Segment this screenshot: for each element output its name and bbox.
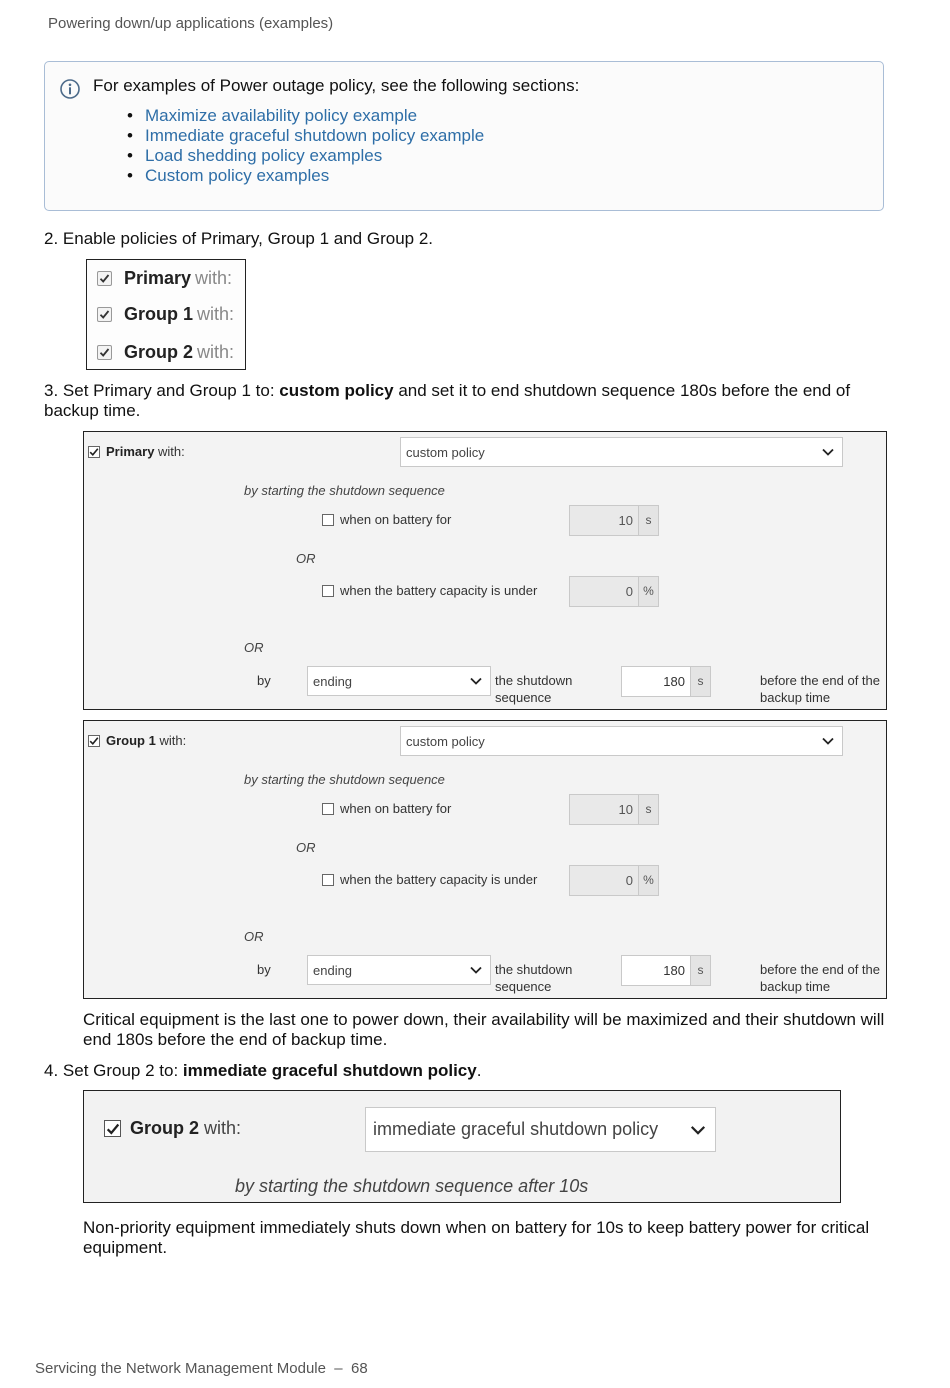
panel-with: with: [199, 1118, 242, 1138]
step-4-bold: immediate graceful shutdown policy [182, 1061, 477, 1080]
checkmark-icon [89, 447, 99, 457]
or-label: OR [244, 929, 264, 944]
note-links [127, 106, 484, 186]
step-3-text [44, 381, 894, 421]
link-custom-policy[interactable]: • Custom policy examples [127, 166, 484, 186]
policy-panel-group-1 [83, 720, 887, 999]
panel-header [104, 1118, 241, 1139]
step-4-text [44, 1061, 481, 1081]
battery-seconds-input[interactable] [569, 505, 659, 536]
capacity-percent-value: 0 [625, 584, 633, 599]
backup-time-text: backup time [760, 690, 831, 705]
capacity-percent-input[interactable] [569, 576, 659, 607]
checkbox-group-2[interactable] [97, 345, 112, 360]
policy-select[interactable] [400, 437, 843, 467]
mode-select[interactable] [307, 666, 491, 696]
step-3-prefix: 3. Set Primary and Group 1 to: [44, 381, 280, 400]
backup-time-text: backup time [760, 979, 831, 994]
policy-select[interactable] [365, 1107, 716, 1152]
panel-header [88, 444, 185, 459]
by-label: by [257, 962, 271, 977]
capacity-percent-unit: % [638, 577, 658, 606]
battery-condition [322, 801, 451, 816]
step-4-prefix: 4. Set Group 2 to: [44, 1061, 183, 1080]
battery-checkbox[interactable] [322, 803, 334, 815]
end-seconds-unit: s [690, 667, 710, 696]
policy-select-value: immediate graceful shutdown policy [373, 1119, 659, 1139]
policy-select-value: custom policy [406, 444, 485, 460]
snippet-name: Primary [124, 268, 192, 288]
panel-enable-checkbox[interactable] [104, 1120, 121, 1137]
capacity-condition [322, 872, 537, 887]
chevron-down-icon [822, 448, 834, 456]
sequence-text: sequence [495, 979, 552, 994]
snippet-with: with: [197, 342, 235, 362]
policy-select-value: custom policy [406, 733, 485, 749]
snippet-row-group-2 [97, 342, 234, 363]
link-load-shedding[interactable]: • Load shedding policy examples [127, 146, 484, 166]
chevron-down-icon [470, 677, 482, 685]
capacity-label: when the battery capacity is under [340, 583, 538, 598]
end-seconds-unit: s [690, 956, 710, 985]
chevron-down-icon [822, 737, 834, 745]
battery-checkbox[interactable] [322, 514, 334, 526]
checkmark-icon [89, 736, 99, 746]
checkbox-primary[interactable] [97, 271, 112, 286]
capacity-label: when the battery capacity is under [340, 872, 538, 887]
snippet-row-primary [97, 268, 232, 289]
policy-panel-group-2 [83, 1090, 841, 1203]
capacity-checkbox[interactable] [322, 874, 334, 886]
panel-enable-checkbox[interactable] [88, 446, 100, 458]
before-end-text: before the end of the [760, 673, 880, 688]
step-3-bold: custom policy [279, 381, 394, 400]
before-end-label [760, 961, 880, 995]
groups-enable-snippet [86, 259, 246, 370]
battery-seconds-unit: s [638, 795, 658, 824]
battery-seconds-input[interactable] [569, 794, 659, 825]
battery-seconds-value: 10 [618, 513, 633, 528]
snippet-with: with: [197, 304, 235, 324]
mode-select-value: ending [313, 962, 353, 978]
or-label: OR [296, 551, 316, 566]
panel-with: with: [155, 733, 187, 748]
shutdown-sequence-label [495, 672, 572, 706]
note-intro: For examples of Power outage policy, see the following sections: [93, 76, 580, 95]
or-label: OR [296, 840, 316, 855]
capacity-percent-input[interactable] [569, 865, 659, 896]
panel-group-name: Group 1 [106, 733, 156, 748]
snippet-with: with: [195, 268, 233, 288]
mode-select-value: ending [313, 673, 353, 689]
before-end-label [760, 672, 880, 706]
battery-label: when on battery for [340, 512, 452, 527]
checkmark-icon [106, 1122, 120, 1136]
capacity-condition [322, 583, 537, 598]
shutdown-sequence-label [495, 961, 572, 995]
end-seconds-input[interactable] [621, 955, 711, 986]
mode-select[interactable] [307, 955, 491, 985]
link-immediate-graceful-shutdown[interactable]: • Immediate graceful shutdown policy example [127, 126, 484, 146]
capacity-checkbox[interactable] [322, 585, 334, 597]
chevron-down-icon [470, 966, 482, 974]
sequence-text: sequence [495, 690, 552, 705]
chevron-down-icon [690, 1125, 706, 1135]
by-starting-label: by starting the shutdown sequence [244, 483, 445, 498]
end-seconds-input[interactable] [621, 666, 711, 697]
step-3-suffix: and set it to end shutdown sequence 180s before the end of backup time. [44, 381, 851, 420]
capacity-percent-unit: % [638, 866, 658, 895]
critical-equipment-note: Critical equipment is the last one to power down, their availability will be maximized and their shutdown will end 180s before the end of backup time. [83, 1010, 885, 1049]
checkmark-icon [99, 309, 110, 320]
panel-group-name: Group 2 [130, 1118, 200, 1138]
by-label: by [257, 673, 271, 688]
step-2-text: 2. Enable policies of Primary, Group 1 and Group 2. [44, 229, 433, 248]
page-footer: Servicing the Network Management Module – 68 [35, 1360, 368, 1377]
info-icon [59, 78, 81, 100]
policy-panel-primary [83, 431, 887, 710]
step-4-suffix: . [476, 1061, 482, 1080]
panel-with: with: [154, 444, 185, 459]
end-seconds-value: 180 [663, 963, 685, 978]
the-shutdown-text: the shutdown [495, 962, 573, 977]
the-shutdown-text: the shutdown [495, 673, 573, 688]
panel-enable-checkbox[interactable] [88, 735, 100, 747]
checkmark-icon [99, 347, 110, 358]
checkmark-icon [99, 273, 110, 284]
panel-header [88, 733, 186, 748]
battery-condition [322, 512, 451, 527]
link-maximize-availability[interactable]: • Maximize availability policy example [127, 106, 484, 126]
non-priority-equipment-note: Non-priority equipment immediately shuts down when on battery for 10s to keep battery power for critical equipment. [83, 1218, 870, 1257]
battery-label: when on battery for [340, 801, 452, 816]
checkbox-group-1[interactable] [97, 307, 112, 322]
capacity-percent-value: 0 [625, 873, 633, 888]
battery-seconds-value: 10 [618, 802, 633, 817]
before-end-text: before the end of the [760, 962, 880, 977]
panel-group-name: Primary [106, 444, 155, 459]
page-header: Powering down/up applications (examples) [48, 15, 334, 32]
snippet-name: Group 1 [124, 304, 194, 324]
battery-seconds-unit: s [638, 506, 658, 535]
policy-select[interactable] [400, 726, 843, 756]
end-seconds-value: 180 [663, 674, 685, 689]
snippet-row-group-1 [97, 304, 234, 325]
snippet-name: Group 2 [124, 342, 194, 362]
shutdown-after-description: by starting the shutdown sequence after 10s [235, 1176, 589, 1196]
info-note [44, 61, 884, 211]
or-label: OR [244, 640, 264, 655]
by-starting-label: by starting the shutdown sequence [244, 772, 445, 787]
